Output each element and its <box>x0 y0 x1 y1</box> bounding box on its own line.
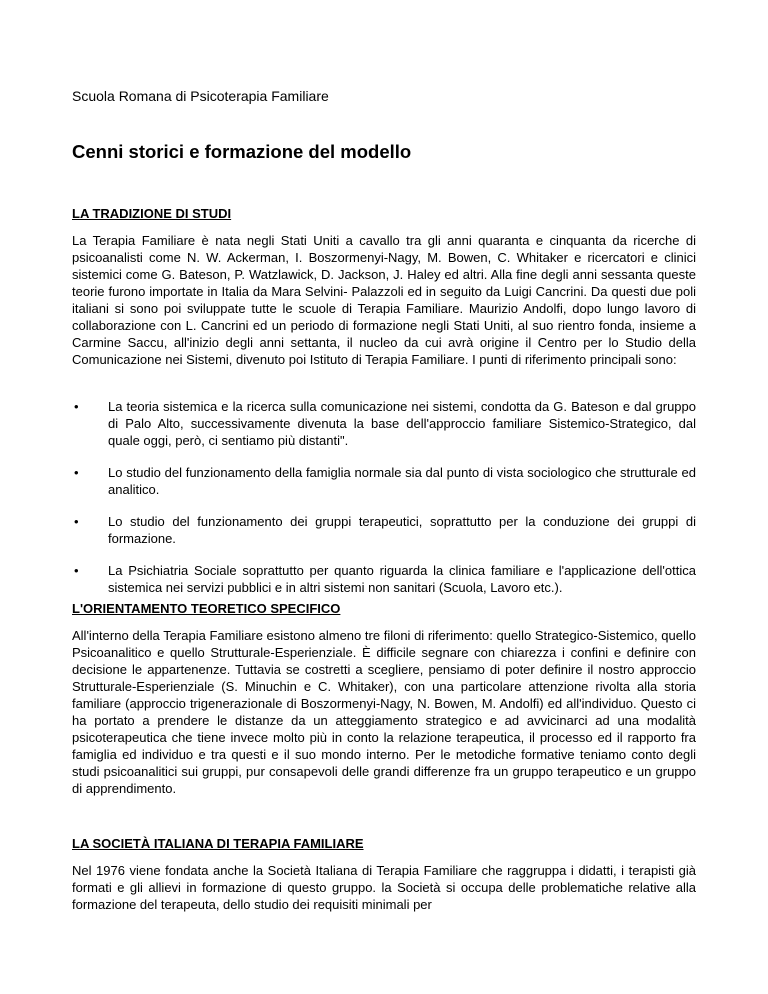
section-heading-societa: LA SOCIETÀ ITALIANA DI TERAPIA FAMILIARE <box>72 836 364 851</box>
section-heading-orientamento: L'ORIENTAMENTO TEORETICO SPECIFICO <box>72 601 341 616</box>
list-item <box>72 398 696 449</box>
bullet-text: Lo studio del funzionamento della famiglia normale sia dal punto di vista sociologico che strutturale ed analitico. <box>108 465 696 497</box>
list-item <box>72 513 696 547</box>
section-paragraph-societa: Nel 1976 viene fondata anche la Società Italiana di Terapia Familiare che raggruppa i didatti, i terapisti già formati e gli allievi in formazione di questo gruppo. la Società si occupa delle problematiche relative alla formazione del terapeuta, dello studio dei requisiti minimali per <box>72 863 696 912</box>
school-name: Scuola Romana di Psicoterapia Familiare <box>72 88 329 104</box>
section-paragraph-orientamento: All'interno della Terapia Familiare esistono almeno tre filoni di riferimento: quello Strategico-Sistemico, quello Psicoanalitico e quello Strutturale-Esperienziale. È difficile segnare con chiarezza i confini e definire con decisione le appartenenze. Tuttavia se costretti a scegliere, pensiamo di poter definire il nostro approccio Strutturale-Esperienziale (S. Minuchin e C. Whitaker), con una particolare attenzione rivolta alla storia familiare (approccio trigenerazionale di Boszormenyi-Nagy, N. Bowen, M. Andolfi) ed all'individuo. Questo ci ha portato a prendere le distanze da un atteggiamento strategico e ad avvicinarci ad una modalità psicoterapeutica che tiene invece molto più in conto la relazione terapeutica, il processo ed il rapporto fra famiglia ed individuo e tra questi e il suo mondo interno. Per le metodiche formative teniamo conto degli studi psicoanalitici sui gruppi, pur consapevoli delle grandi differenze fra un gruppo terapeutico e un gruppo di apprendimento. <box>72 628 696 796</box>
list-item <box>72 562 696 596</box>
bullet-text: La teoria sistemica e la ricerca sulla comunicazione nei sistemi, condotta da G. Bateson e dal gruppo di Palo Alto, successivamente divenuta la base dell'approccio familiare Sistemico-Strategico, dal quale oggi, però, ci sentiamo più distanti". <box>108 399 696 448</box>
list-item <box>72 464 696 498</box>
bullet-mark: • <box>74 514 79 529</box>
bullet-list-riferimenti <box>72 398 696 611</box>
bullet-text: La Psichiatria Sociale soprattutto per quanto riguarda la clinica familiare e l'applicazione dell'ottica sistemica nei servizi pubblici e in altri sistemi non sanitari (Scuola, Lavoro etc.). <box>108 563 696 595</box>
bullet-mark: • <box>74 399 79 414</box>
section-heading-tradizione: LA TRADIZIONE DI STUDI <box>72 206 232 221</box>
bullet-mark: • <box>74 465 79 480</box>
bullet-mark: • <box>74 563 79 578</box>
bullet-text: Lo studio del funzionamento dei gruppi terapeutici, soprattutto per la conduzione dei gruppi di formazione. <box>108 514 696 546</box>
section-paragraph-tradizione: La Terapia Familiare è nata negli Stati Uniti a cavallo tra gli anni quaranta e cinquanta da ricerche di psicoanalisti come N. W. Ackerman, I. Boszormenyi-Nagy, M. Bowen, C. Whitaker e ricercatori e clinici sistemici come G. Bateson, P. Watzlawick, D. Jackson, J. Haley ed altri. Alla fine degli anni sessanta queste teorie furono importate in Italia da Mara Selvini- Palazzoli ed in seguito da Luigi Cancrini. Da questi due poli italiani si sono poi sviluppate tutte le scuole di Terapia Familiare. Maurizio Andolfi, dopo lungo lavoro di collaborazione con L. Cancrini ed un periodo di formazione negli Stati Uniti, al suo rientro fonda, insieme a Carmine Saccu, all'inizio degli anni settanta, il nucleo da cui avrà origine il Centro per lo Studio della Comunicazione nei Sistemi, divenuto poi Istituto di Terapia Familiare. I punti di riferimento principali sono: <box>72 233 696 367</box>
document-title: Cenni storici e formazione del modello <box>72 141 412 162</box>
